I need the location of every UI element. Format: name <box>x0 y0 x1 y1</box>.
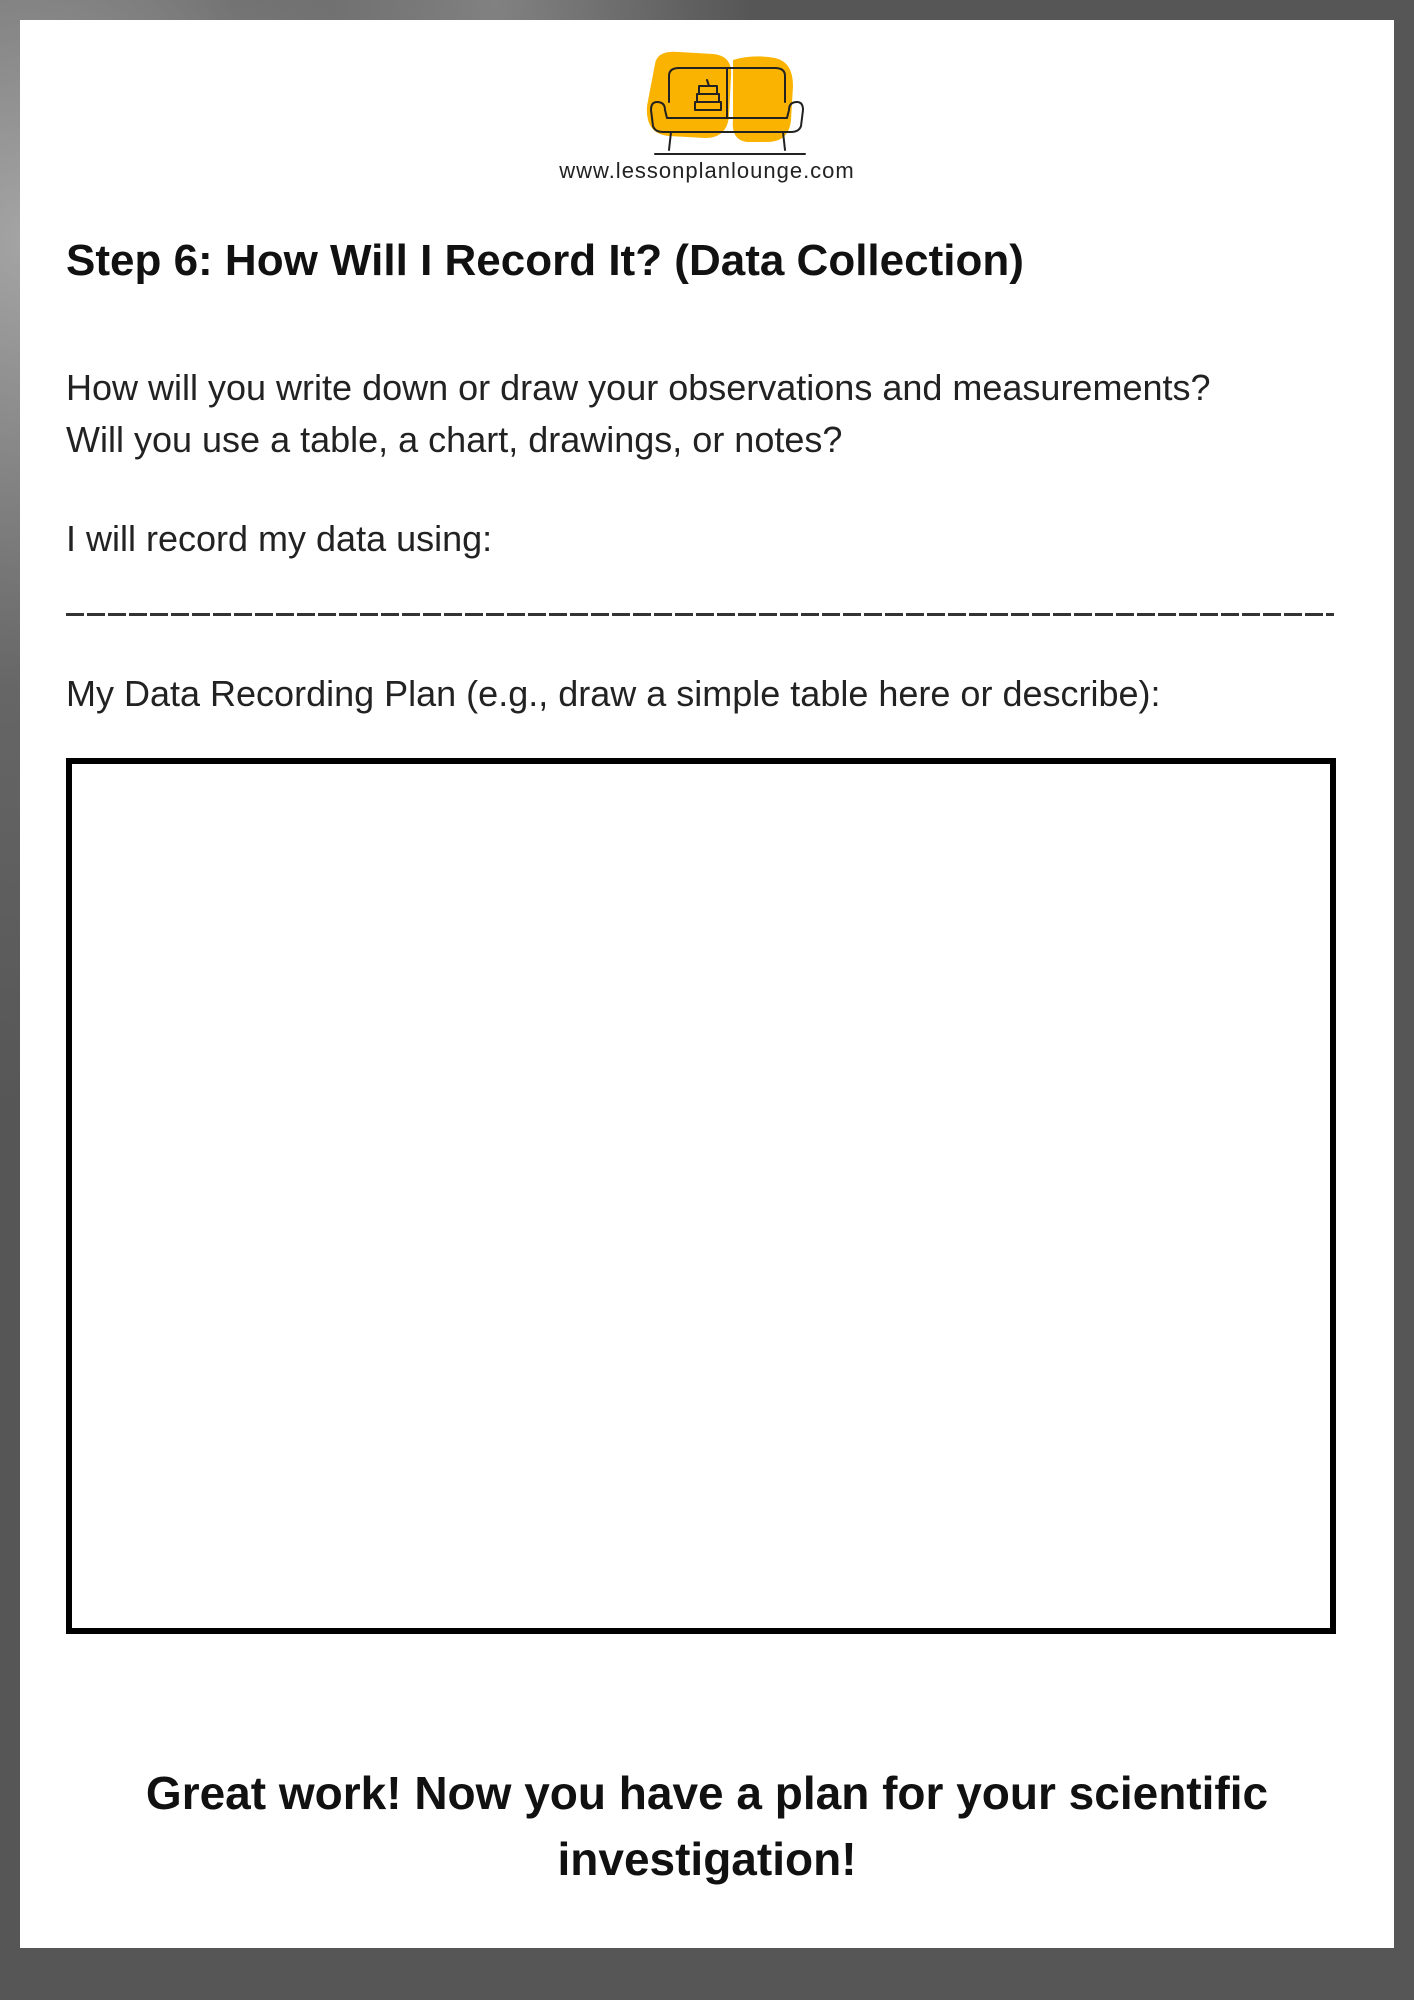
question-prompt <box>66 362 1366 466</box>
page-title: Step 6: How Will I Record It? (Data Collection) <box>66 236 1024 285</box>
data-plan-drawing-box[interactable] <box>66 758 1336 1634</box>
couch-logo-icon <box>635 46 815 166</box>
prompt-line: Will you use a table, a chart, drawings, or notes? <box>66 419 843 460</box>
prompt-line: How will you write down or draw your observations and measurements? <box>66 367 1211 408</box>
worksheet-page <box>20 20 1394 1948</box>
record-method-label: I will record my data using: <box>66 518 493 559</box>
record-method-answer-line[interactable] <box>66 580 1334 616</box>
site-url: www.lessonplanlounge.com <box>559 158 855 183</box>
closing-message: Great work! Now you have a plan for your scientific investigation! <box>145 1767 1269 1885</box>
data-plan-label: My Data Recording Plan (e.g., draw a simple table here or describe): <box>66 673 1161 714</box>
